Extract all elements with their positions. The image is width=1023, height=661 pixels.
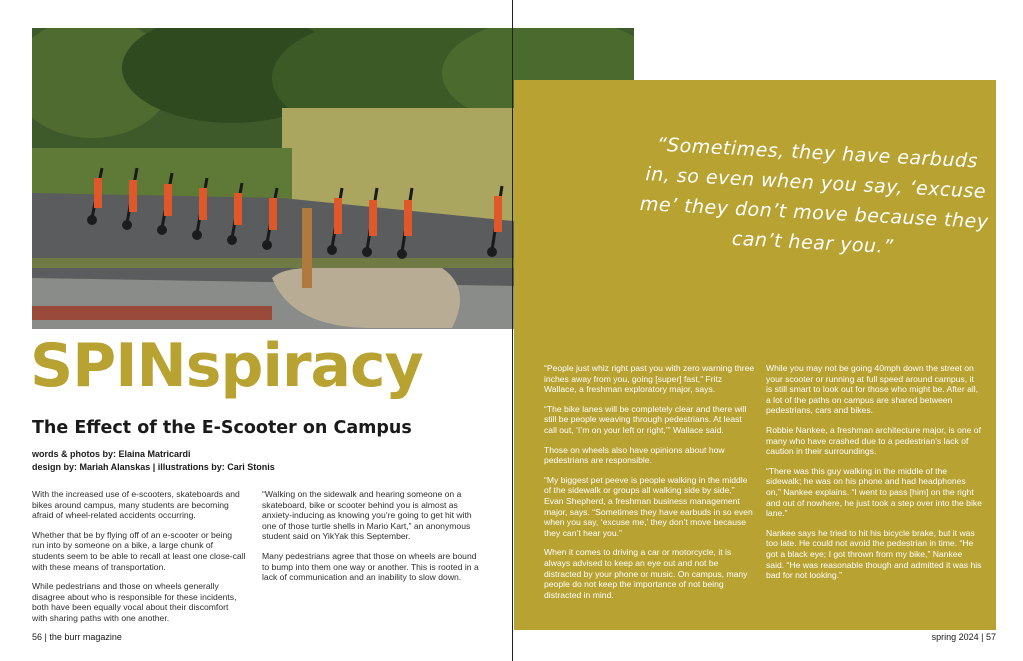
paragraph: “My biggest pet peeve is people walking in the middle of the sidewalk or groups all walking side by side,” Evan Shepherd, a freshman business management major, says. “Sometimes they have earbuds in so even when you say, ‘excuse me,’ they don’t move because they can’t hear you.” [544, 474, 753, 538]
paragraph: While pedestrians and those on wheels generally disagree about who is responsible for these incidents, both have been equally vocal about their discomfort with sharing paths with one another. [32, 581, 237, 623]
body-column-3 [544, 363, 756, 609]
quote-open-mark: “ [656, 133, 668, 157]
credit-design: design by: Mariah Alanskas | illustrations by: Cari Stonis [32, 462, 275, 472]
paragraph: Whether that be by flying off of an e-scooter or being run into by someone on a bike, a large chunk of students seem to be able to recall at least one close-call with these means of transportation. [32, 529, 246, 572]
body-column-2 [262, 489, 480, 592]
paragraph: “Walking on the sidewalk and hearing someone on a skateboard, bike or scooter behind you is almost as anxiety-inducing as knowing you’re going to get hit with one of those turtle shells in Mario Kart,” an anonymous student said on YikYak this September. [262, 489, 472, 542]
body-column-1 [32, 489, 246, 633]
paragraph: Many pedestrians agree that those on wheels are bound to bump into them one way or another. This is rooted in a lack of communication and an inability to slow down. [262, 550, 479, 583]
paragraph: Robbie Nankee, a freshman architecture major, is one of many who have crashed due to a pedestrian’s lack of caution in their surroundings. [766, 424, 981, 457]
credits [32, 448, 275, 474]
paragraph: “The bike lanes will be completely clear and there will still be people weaving through pedestrians. At least call out, ‘I’m on your left or right,’” Wallace said. [544, 403, 747, 435]
folio-left: 56 | the burr magazine [32, 632, 122, 642]
paragraph: “People just whiz right past you with zero warning three inches away from you, going [super] fast,” Fritz Wallace, a freshman exploratory major, says. [544, 363, 755, 395]
paragraph: Those on wheels also have opinions about how pedestrians are responsible. [544, 444, 725, 466]
pull-quote [637, 129, 993, 267]
paragraph: “There was this guy walking in the middle of the sidewalk; he was on his phone and had headphones on,” Nankee explains. “I went to pass [him] on the right and out of nowhere, he just took a step over into the bike lane.” [766, 465, 982, 519]
paragraph: With the increased use of e-scooters, skateboards and bikes around campus, many students are becoming afraid of wheel-related accidents occurring. [32, 489, 240, 521]
quote-close-mark: ” [882, 235, 894, 259]
paragraph: When it comes to driving a car or motorcycle, it is always advised to keep an eye out and not be distracted by your phone or music. On campus, many people do not keep the importance of not being distracted in mind. [544, 547, 748, 600]
folio-right: spring 2024 | 57 [931, 632, 996, 642]
paragraph: While you may not be going 40mph down the street on your scooter or running at full speed around campus, it is still smart to look out for those who might be. After all, a lot of the paths on campus are shared between pedestrians, cars and bikes. [766, 363, 979, 416]
subhead: The Effect of the E-Scooter on Campus [32, 418, 412, 438]
credit-words-photos: words & photos by: Elaina Matricardi [32, 449, 191, 459]
page-fold [512, 0, 513, 661]
body-column-4 [766, 363, 982, 590]
paragraph: Nankee says he tried to hit his bicycle brake, but it was too late. He could not avoid the pedestrian in time. “He got a black eye; I got thrown from my bike,” Nankee said. “He was reasonable though and admitted it was his bad for not looking.” [766, 527, 982, 581]
quote-text: Sometimes, they have earbuds in, so even when you say, ‘excuse me’ they don’t move because they can’t hear you. [639, 134, 990, 258]
headline: SPINspiracy [30, 331, 423, 401]
